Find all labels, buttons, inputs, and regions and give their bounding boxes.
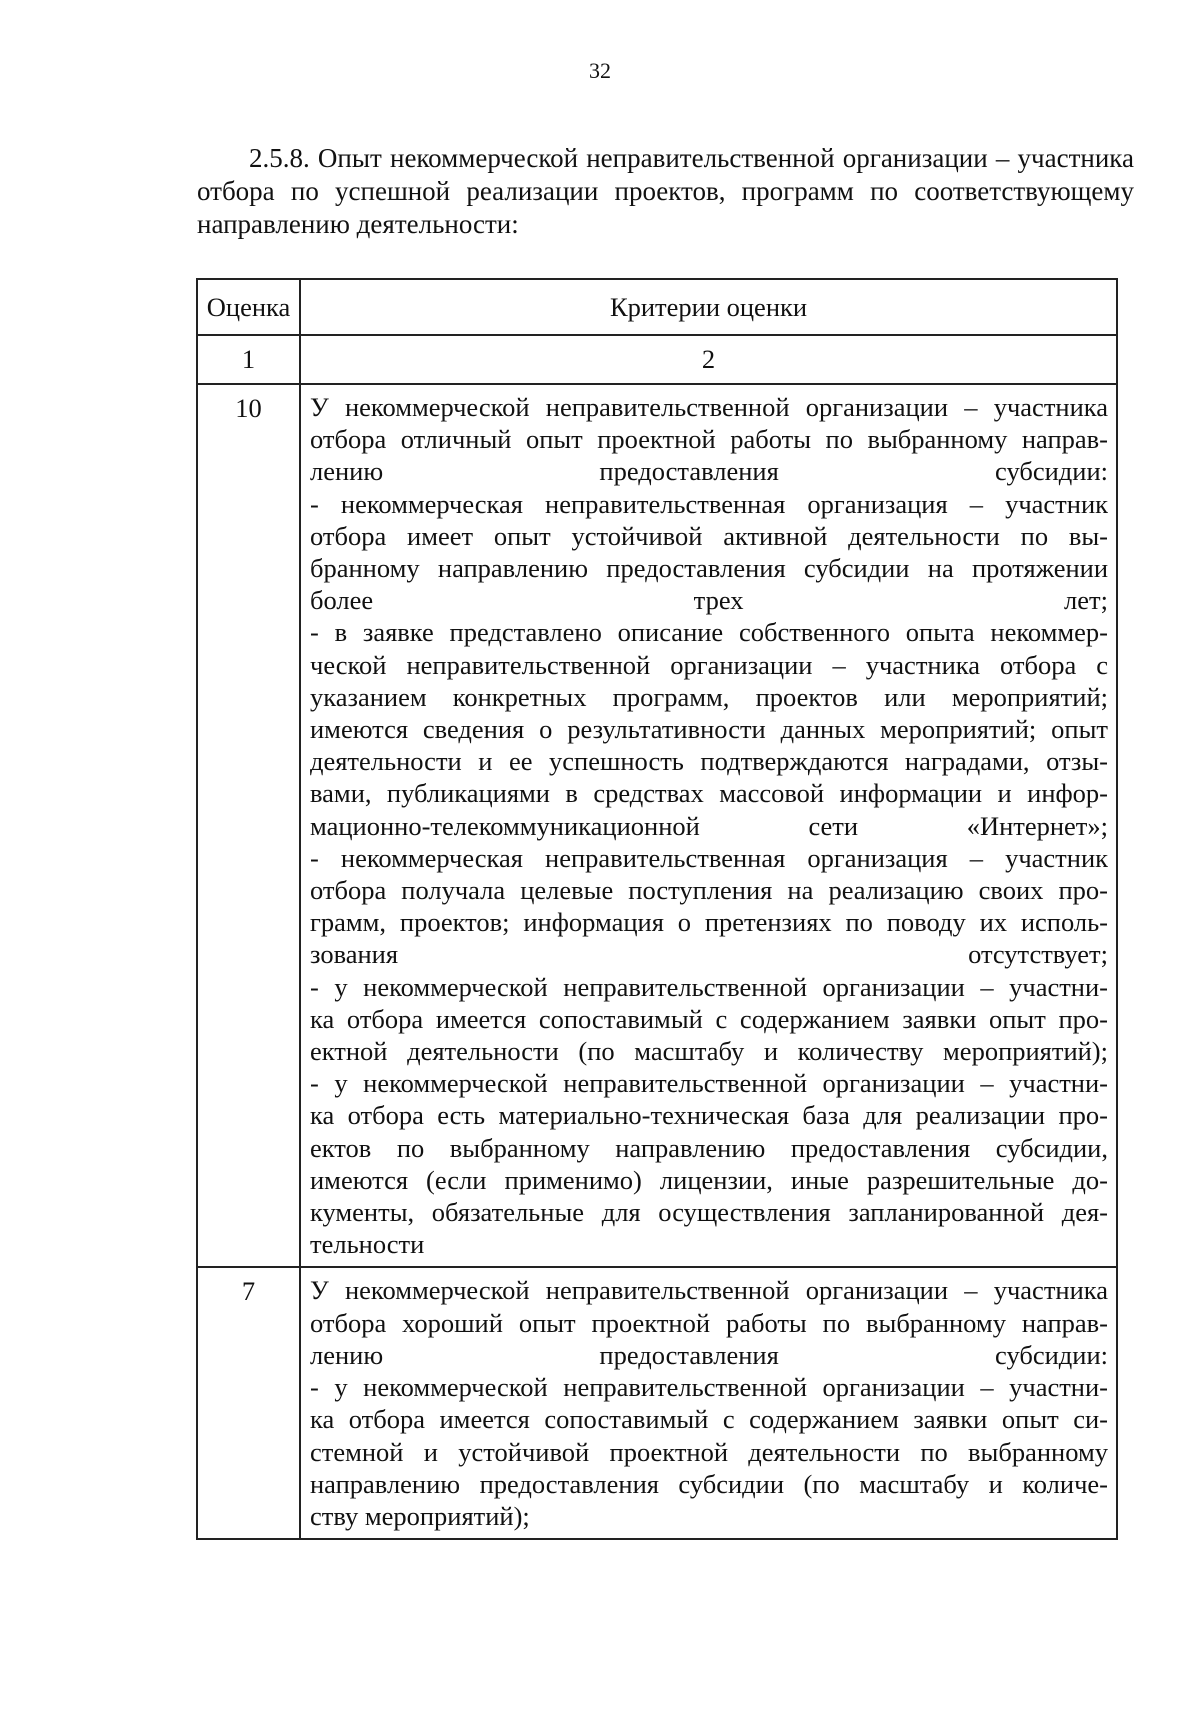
criteria-line: стемной и устойчивой проектной деятельности по выбранному [310,1436,1108,1467]
page-number: 32 [589,58,611,83]
criteria-line: деятельности и ее успешность подтверждаются наградами, отзы- [310,746,1108,777]
score-cell: 7 [197,1267,300,1539]
column-number-row [197,335,1117,384]
table-row [197,384,1117,1267]
criteria-table [196,278,1118,1540]
column-number-1: 1 [197,335,300,384]
criteria-line: - у некоммерческой неправительственной организации – участни- [310,971,1108,1002]
criteria-line: ческой неправительственной организации – участника отбора с [310,649,1108,680]
criteria-line: ка отбора имеется сопоставимый с содержанием заявки опыт си- [310,1404,1108,1435]
criteria-line: - в заявке представлено описание собственного опыта некоммер- [310,617,1108,648]
score-cell: 10 [197,384,300,1267]
criteria-line: У некоммерческой неправительственной организации – участника [310,1275,1108,1306]
table-row [197,1267,1117,1539]
criteria-line: лению предоставления субсидии: [310,456,1108,487]
criteria-cell [300,384,1117,1267]
criteria-line: указанием конкретных программ, проектов или мероприятий; [310,681,1108,712]
criteria-line: бранному направлению предоставления субсидии на протяжении [310,553,1108,584]
criteria-line: ектной деятельности (по масштабу и количеству мероприятий); [310,1036,1108,1067]
criteria-line: имеются (если применимо) лицензии, иные разрешительные до- [310,1164,1108,1195]
criteria-line: вами, публикациями в средствах массовой информации и инфор- [310,778,1108,809]
criteria-line: - некоммерческая неправительственная организация – участник [310,488,1108,519]
header-score: Оценка [197,279,300,335]
criteria-line: зования отсутствует; [310,939,1108,970]
criteria-line: - у некоммерческой неправительственной организации – участни- [310,1068,1108,1099]
criteria-line: отбора отличный опыт проектной работы по выбранному направ- [310,424,1108,455]
criteria-line: ка отбора имеется сопоставимый с содержанием заявки опыт про- [310,1003,1108,1034]
criteria-line: отбора получала целевые поступления на реализацию своих про- [310,875,1108,906]
column-number-2: 2 [300,335,1117,384]
criteria-line: имеются сведения о результативности данных мероприятий; опыт [310,714,1108,745]
criteria-line: У некоммерческой неправительственной организации – участника [310,392,1108,422]
intro-paragraph: 2.5.8. Опыт некоммерческой неправительственной организации – участника отбора по успешной реализации проектов, программ по соответствующему направлению деятельности: [197,143,1134,239]
criteria-line: грамм, проектов; информация о претензиях по поводу их исполь- [310,907,1108,938]
table-header-row [197,279,1117,335]
criteria-line: - у некоммерческой неправительственной организации – участни- [310,1372,1108,1403]
criteria-line: мационно-телекоммуникационной сети «Интернет»; [310,810,1108,841]
criteria-line: ству мероприятий); [310,1500,530,1531]
criteria-line: отбора имеет опыт устойчивой активной деятельности по вы- [310,520,1108,551]
criteria-line: лению предоставления субсидии: [310,1339,1108,1370]
criteria-line: отбора хороший опыт проектной работы по выбранному направ- [310,1307,1108,1338]
criteria-line: ка отбора есть материально-техническая база для реализации про- [310,1100,1108,1131]
header-criteria: Критерии оценки [300,279,1117,335]
criteria-line: ектов по выбранному направлению предоставления субсидии, [310,1132,1108,1163]
criteria-line: кументы, обязательные для осуществления запланированной дея- [310,1197,1108,1228]
criteria-cell [300,1267,1117,1539]
criteria-line: - некоммерческая неправительственная организация – участник [310,842,1108,873]
criteria-line: направлению предоставления субсидии (по масштабу и количе- [310,1468,1108,1499]
section-intro [197,142,1134,241]
criteria-line: более трех лет; [310,585,1108,616]
criteria-line: тельности [310,1229,425,1260]
